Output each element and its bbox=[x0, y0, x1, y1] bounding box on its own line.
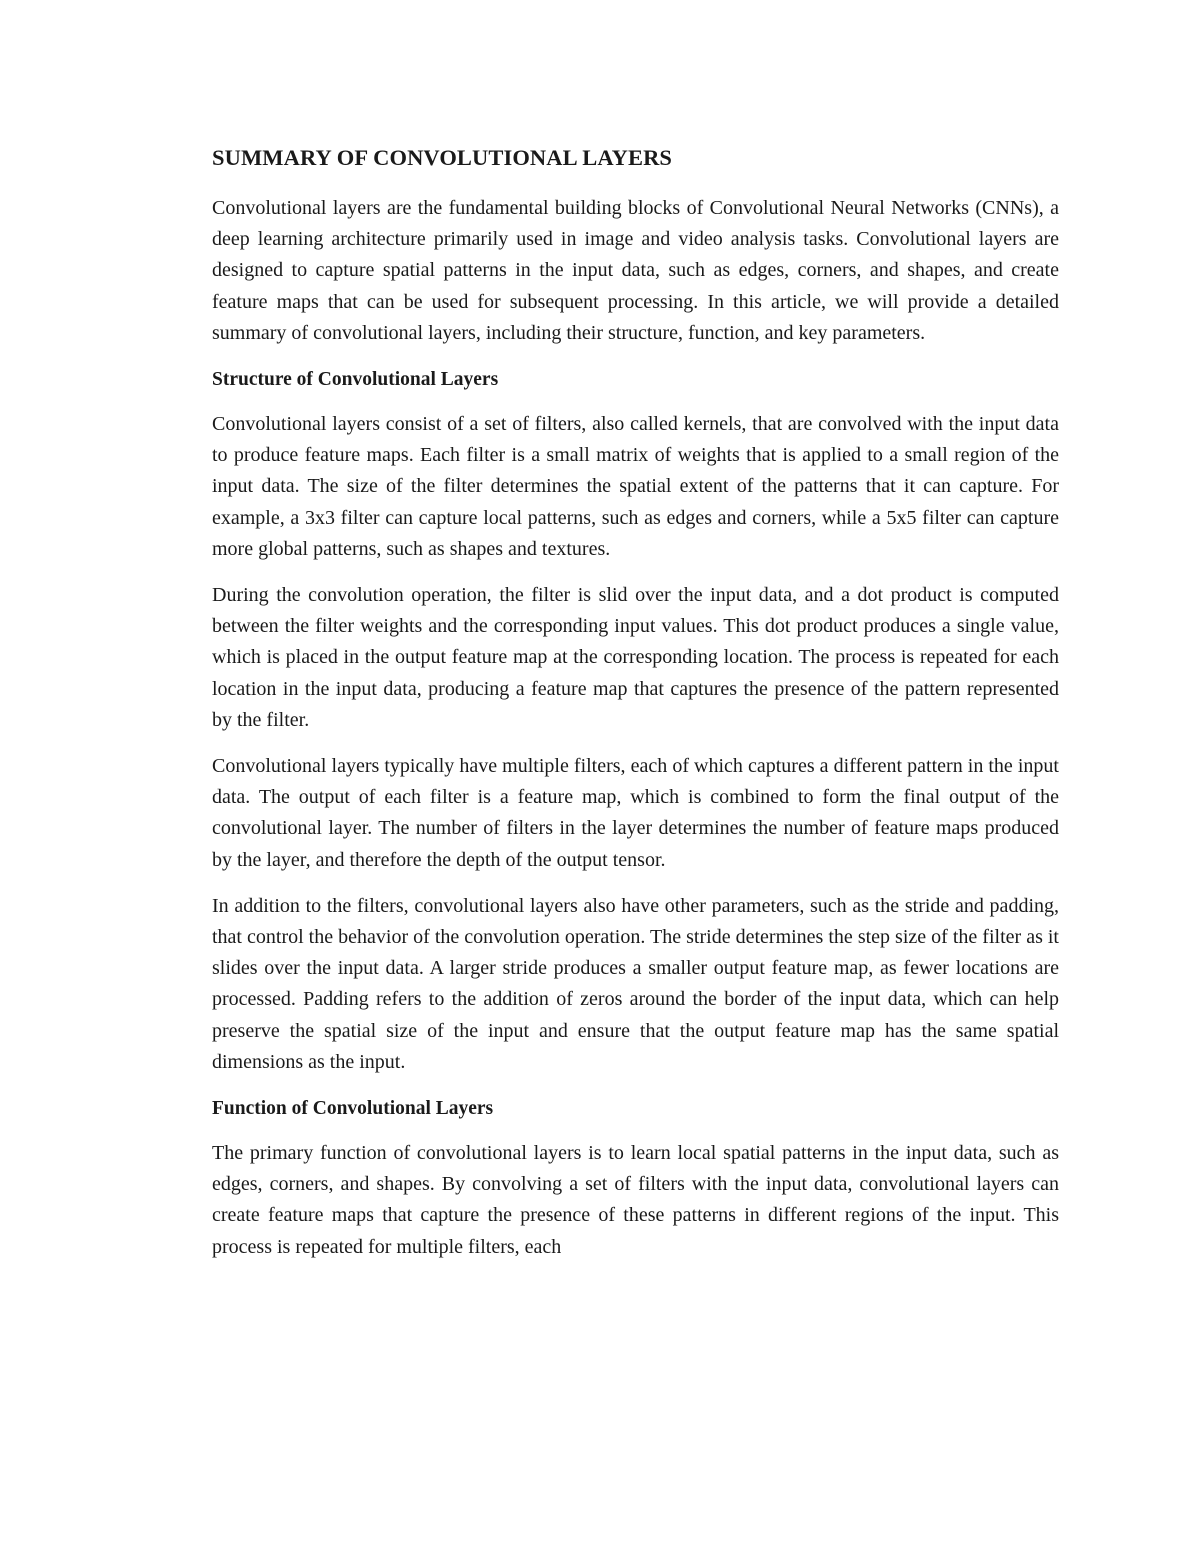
section-heading-function: Function of Convolutional Layers bbox=[212, 1098, 494, 1120]
document-title: SUMMARY OF CONVOLUTIONAL LAYERS bbox=[212, 145, 673, 170]
structure-paragraph-3: Convolutional layers typically have multiple filters, each of which captures a different pattern in the input data. The output of each filter is a feature map, which is combined to form the final output of the convolutional layer. The number of filters in the layer determines the number of feature maps produced by the layer, and therefore the depth of the output tensor. bbox=[212, 755, 1059, 871]
document-body bbox=[212, 140, 1059, 1278]
structure-paragraph-1: Convolutional layers consist of a set of filters, also called kernels, that are convolved with the input data to produce feature maps. Each filter is a small matrix of weights that is applied to a small region of the input data. The size of the filter determines the spatial extent of the patterns that it can capture. For example, a 3x3 filter can capture local patterns, such as edges and corners, while a 5x5 filter can capture more global patterns, such as shapes and textures. bbox=[212, 413, 1059, 560]
intro-paragraph: Convolutional layers are the fundamental building blocks of Convolutional Neural Networks (CNNs), a deep learning architecture primarily used in image and video analysis tasks. Convolutional layers are designed to capture spatial patterns in the input data, such as edges, corners, and shapes, and create feature maps that can be used for subsequent processing. In this article, we will provide a detailed summary of convolutional layers, including their structure, function, and key parameters. bbox=[212, 197, 1059, 344]
section-heading-structure: Structure of Convolutional Layers bbox=[212, 369, 499, 391]
structure-paragraph-2: During the convolution operation, the filter is slid over the input data, and a dot product is computed between the filter weights and the corresponding input values. This dot product produces a single value, which is placed in the output feature map at the corresponding location. The process is repeated for each location in the input data, producing a feature map that captures the presence of the pattern represented by the filter. bbox=[212, 584, 1059, 731]
structure-paragraph-4: In addition to the filters, convolutional layers also have other parameters, such as the stride and padding, that control the behavior of the convolution operation. The stride determines the step size of the filter as it slides over the input data. A larger stride produces a smaller output feature map, as fewer locations are processed. Padding refers to the addition of zeros around the border of the input data, which can help preserve the spatial size of the input and ensure that the output feature map has the same spatial dimensions as the input. bbox=[212, 894, 1059, 1073]
function-paragraph-1: The primary function of convolutional layers is to learn local spatial patterns in the input data, such as edges, corners, and shapes. By convolving a set of filters with the input data, convolutional layers can create feature maps that capture the presence of these patterns in different regions of the input. This process is repeated for multiple filters, each bbox=[212, 1142, 1059, 1258]
